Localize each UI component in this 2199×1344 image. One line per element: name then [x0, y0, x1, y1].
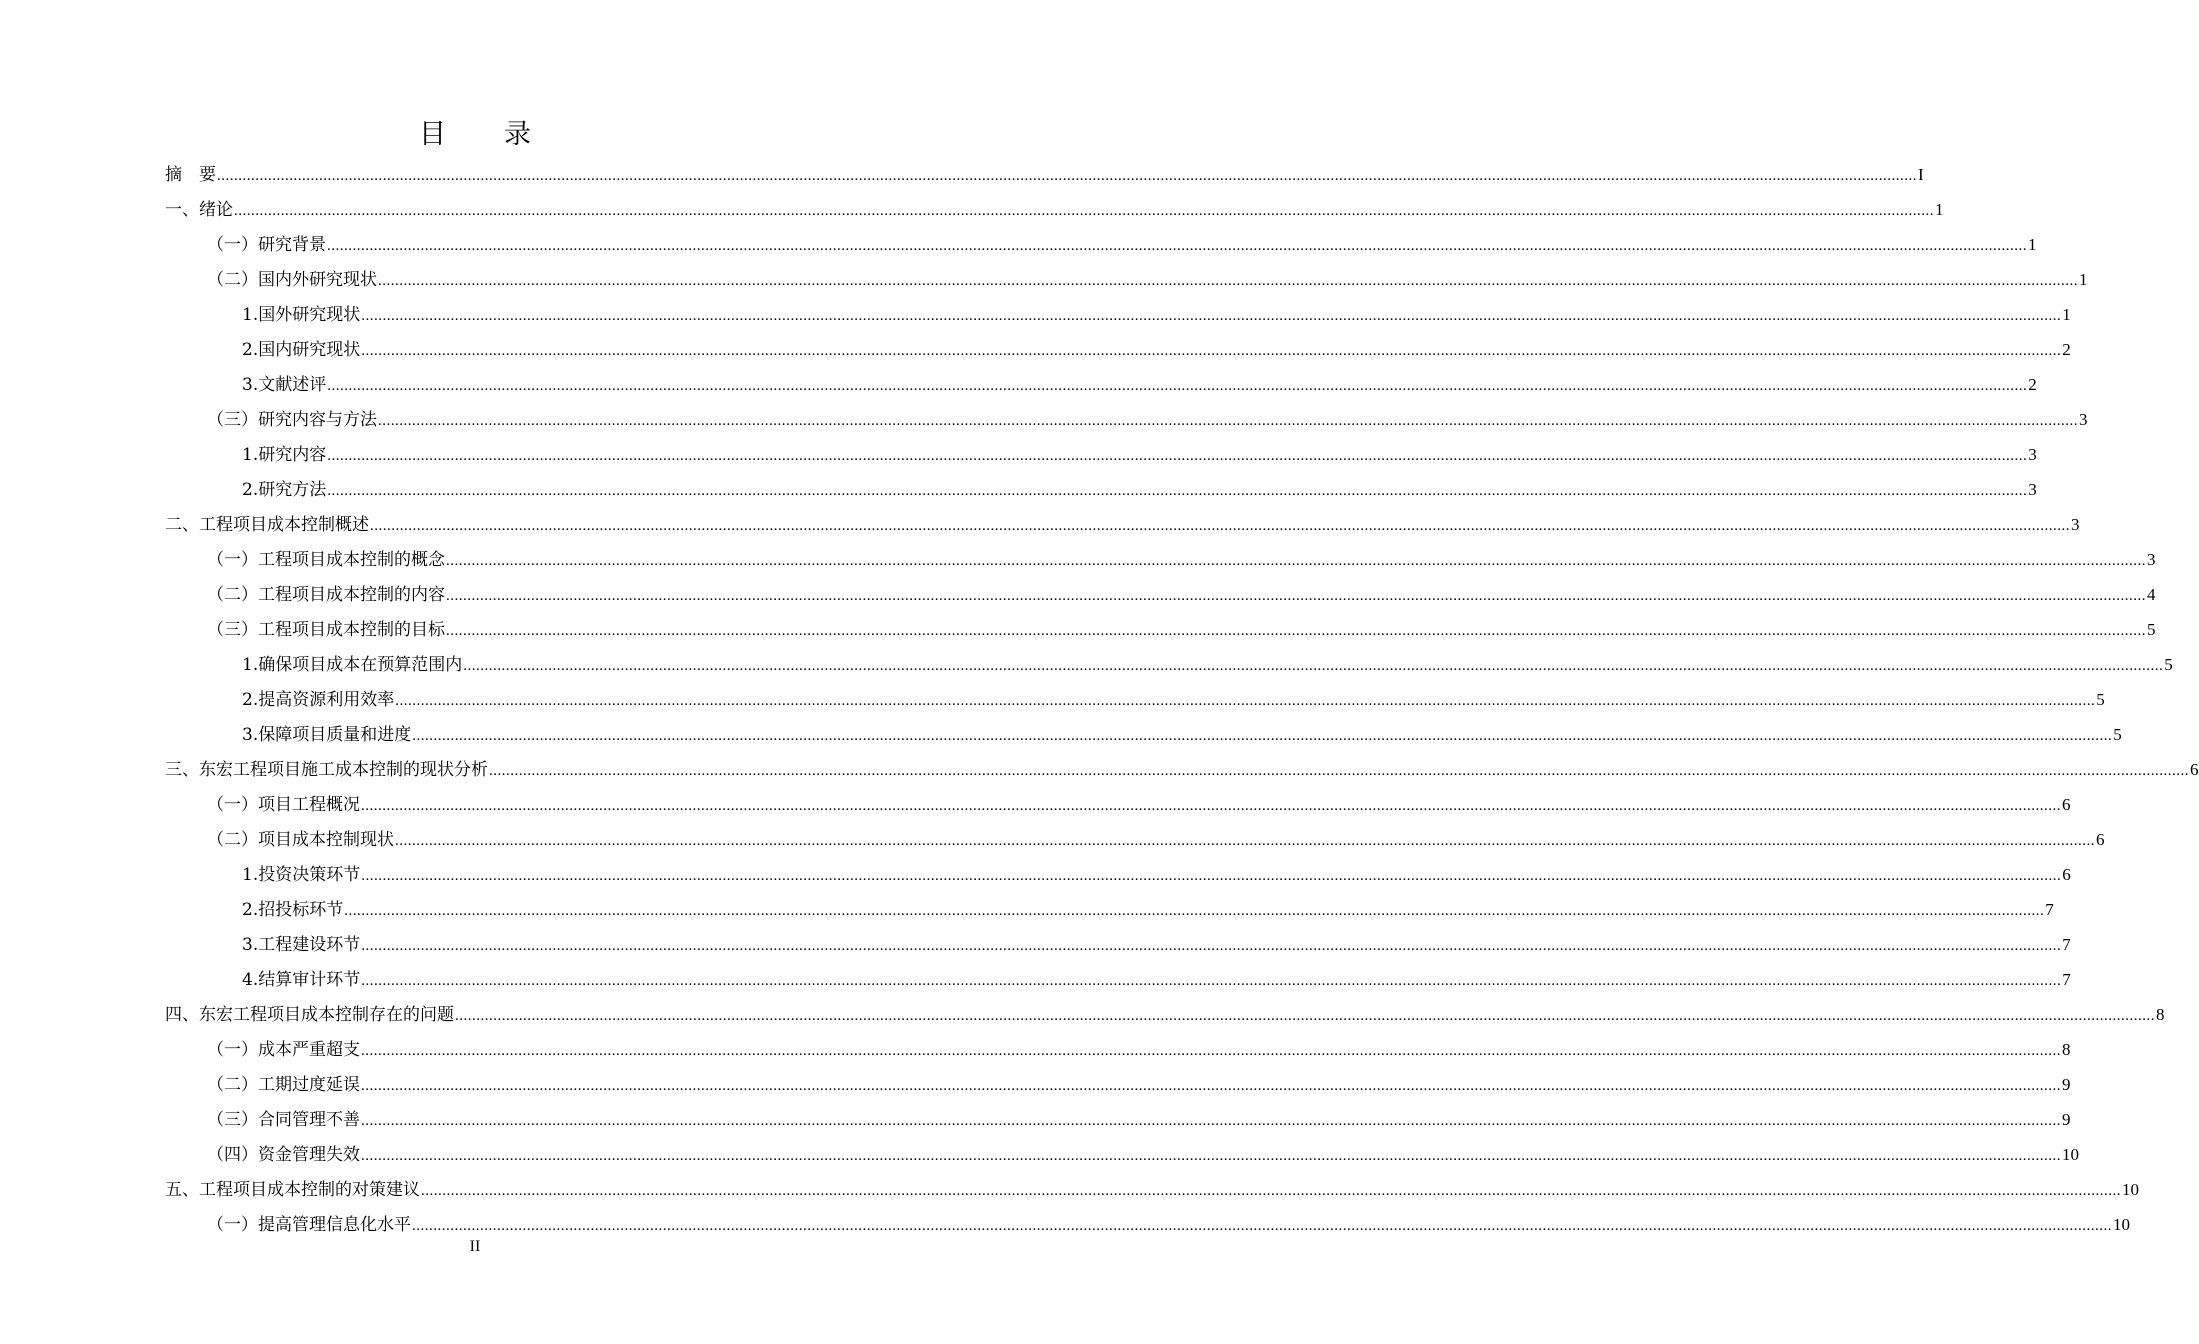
toc-entry-label: 2.提高资源利用效率: [242, 690, 395, 710]
toc-entry-label: 五、工程项目成本控制的对策建议: [165, 1180, 420, 1200]
toc-entry[interactable]: [242, 927, 2071, 962]
toc-entry-page: 9: [2062, 1110, 2071, 1129]
toc-leader-dots: ................................................................................................................................................................................................................................................................................................................................................................................................................: [361, 1043, 2061, 1059]
toc-entry-page: 3: [2147, 550, 2156, 569]
page-title: [0, 112, 950, 151]
toc-entry-label: （二）工程项目成本控制的内容: [207, 585, 445, 605]
toc-leader-dots: ................................................................................................................................................................................................................................................................................................................................................................................................................: [463, 658, 2164, 674]
page-number: II: [469, 1238, 481, 1255]
toc-entry-label: （三）合同管理不善: [207, 1110, 360, 1130]
toc-entry-label: （一）成本严重超支: [207, 1040, 360, 1060]
toc-entry[interactable]: [242, 892, 2054, 927]
toc-entry-page: 8: [2062, 1040, 2071, 1059]
toc-leader-dots: ................................................................................................................................................................................................................................................................................................................................................................................................................: [327, 378, 2028, 394]
toc-entry-page: 10: [2113, 1215, 2130, 1234]
toc-entry-label: （三）研究内容与方法: [207, 410, 377, 430]
toc-entry[interactable]: [242, 962, 2071, 997]
toc-entry-label: 3.保障项目质量和进度: [242, 725, 412, 745]
toc-leader-dots: ................................................................................................................................................................................................................................................................................................................................................................................................................: [361, 798, 2061, 814]
toc-leader-dots: ................................................................................................................................................................................................................................................................................................................................................................................................................: [344, 903, 2045, 919]
toc-entry[interactable]: [207, 787, 2071, 822]
toc-entry-page: 1: [1935, 200, 1944, 219]
toc-entry[interactable]: [207, 1102, 2071, 1137]
toc-entry-label: （二）工期过度延误: [207, 1075, 360, 1095]
toc-entry[interactable]: [207, 577, 2156, 612]
toc-entry-label: 3.文献述评: [242, 375, 327, 395]
toc-leader-dots: ................................................................................................................................................................................................................................................................................................................................................................................................................: [412, 728, 2113, 744]
toc-entry[interactable]: [165, 752, 2199, 787]
toc-entry-label: 3.工程建设环节: [242, 935, 361, 955]
toc-entry[interactable]: [242, 857, 2071, 892]
toc-entry[interactable]: [207, 1032, 2071, 1067]
toc-leader-dots: ................................................................................................................................................................................................................................................................................................................................................................................................................: [361, 308, 2062, 324]
toc-entry-page: 3: [2079, 410, 2088, 429]
toc-leader-dots: ................................................................................................................................................................................................................................................................................................................................................................................................................: [378, 273, 2078, 289]
toc-leader-dots: ................................................................................................................................................................................................................................................................................................................................................................................................................: [412, 1218, 2112, 1234]
toc-entry[interactable]: [242, 297, 2071, 332]
toc-entry-page: 7: [2062, 935, 2071, 954]
toc-entry-label: （三）工程项目成本控制的目标: [207, 620, 445, 640]
toc-entry[interactable]: [207, 542, 2156, 577]
toc-entry[interactable]: [207, 402, 2088, 437]
toc-entry-page: 9: [2062, 1075, 2071, 1094]
toc-entry-page: 3: [2028, 445, 2037, 464]
toc-entry-page: 6: [2062, 865, 2071, 884]
toc-entry-label: 四、东宏工程项目成本控制存在的问题: [165, 1005, 454, 1025]
toc-leader-dots: ................................................................................................................................................................................................................................................................................................................................................................................................................: [361, 1078, 2061, 1094]
toc-entry-page: 2: [2062, 340, 2071, 359]
toc-entry-page: 7: [2062, 970, 2071, 989]
toc-entry-page: 10: [2062, 1145, 2079, 1164]
toc-entry-label: （二）项目成本控制现状: [207, 830, 394, 850]
toc-entry-page: 6: [2190, 760, 2199, 779]
toc-entry[interactable]: [207, 822, 2105, 857]
toc-entry-label: 三、东宏工程项目施工成本控制的现状分析: [165, 760, 488, 780]
toc-entry-label: 1.确保项目成本在预算范围内: [242, 655, 463, 675]
toc-entry-label: 一、绪论: [165, 200, 233, 220]
toc-leader-dots: ................................................................................................................................................................................................................................................................................................................................................................................................................: [370, 518, 2070, 534]
toc-entry[interactable]: [207, 612, 2156, 647]
toc-entry-label: 1.研究内容: [242, 445, 327, 465]
toc-entry[interactable]: [242, 332, 2071, 367]
toc-entry-page: 3: [2071, 515, 2080, 534]
title-char-1: 目: [419, 119, 446, 150]
toc-leader-dots: ................................................................................................................................................................................................................................................................................................................................................................................................................: [446, 623, 2146, 639]
toc-entry[interactable]: [165, 192, 1944, 227]
toc-leader-dots: ................................................................................................................................................................................................................................................................................................................................................................................................................: [361, 938, 2062, 954]
toc-entry[interactable]: [242, 647, 2173, 682]
toc-entry-page: 2: [2028, 375, 2037, 394]
toc-entry-label: （一）提高管理信息化水平: [207, 1215, 411, 1235]
toc-leader-dots: ................................................................................................................................................................................................................................................................................................................................................................................................................: [395, 693, 2096, 709]
toc-leader-dots: ................................................................................................................................................................................................................................................................................................................................................................................................................: [327, 448, 2028, 464]
toc-entry[interactable]: [207, 1137, 2079, 1172]
toc-entry-page: 5: [2096, 690, 2105, 709]
toc-entry-page: 4: [2147, 585, 2156, 604]
toc-leader-dots: ................................................................................................................................................................................................................................................................................................................................................................................................................: [446, 588, 2146, 604]
toc-entry[interactable]: [207, 1207, 2130, 1242]
toc-leader-dots: ................................................................................................................................................................................................................................................................................................................................................................................................................: [395, 833, 2095, 849]
toc-entry-page: 6: [2062, 795, 2071, 814]
toc-entry[interactable]: [242, 717, 2122, 752]
toc-entry-page: 1: [2028, 235, 2037, 254]
toc-leader-dots: ................................................................................................................................................................................................................................................................................................................................................................................................................: [455, 1008, 2155, 1024]
toc-entry-label: 2.招投标环节: [242, 900, 344, 920]
toc-entry-label: （一）工程项目成本控制的概念: [207, 550, 445, 570]
toc-entry[interactable]: [242, 437, 2037, 472]
toc-leader-dots: ................................................................................................................................................................................................................................................................................................................................................................................................................: [378, 413, 2078, 429]
toc-entry-page: 1: [2079, 270, 2088, 289]
toc-leader-dots: ................................................................................................................................................................................................................................................................................................................................................................................................................: [327, 238, 2027, 254]
toc-leader-dots: ................................................................................................................................................................................................................................................................................................................................................................................................................: [361, 973, 2062, 989]
toc-entry[interactable]: [165, 507, 2080, 542]
toc-leader-dots: ................................................................................................................................................................................................................................................................................................................................................................................................................: [327, 483, 2028, 499]
toc-leader-dots: ................................................................................................................................................................................................................................................................................................................................................................................................................: [217, 168, 1917, 184]
toc-entry[interactable]: [207, 262, 2088, 297]
toc-entry-label: 二、工程项目成本控制概述: [165, 515, 369, 535]
toc-entry-label: （四）资金管理失效: [207, 1145, 360, 1165]
toc-entry-label: 4.结算审计环节: [242, 970, 361, 990]
toc-entry-page: 1: [2062, 305, 2071, 324]
toc-entry[interactable]: [165, 157, 1924, 192]
toc-entry[interactable]: [242, 682, 2105, 717]
toc-leader-dots: ................................................................................................................................................................................................................................................................................................................................................................................................................: [361, 868, 2062, 884]
toc-entry-page: 6: [2096, 830, 2105, 849]
toc-entry-page: 7: [2045, 900, 2054, 919]
toc-entry[interactable]: [165, 997, 2165, 1032]
title-char-2: 录: [504, 119, 531, 150]
toc-leader-dots: ................................................................................................................................................................................................................................................................................................................................................................................................................: [234, 203, 1934, 219]
toc-entry-page: 3: [2028, 480, 2037, 499]
toc-entry-label: （一）项目工程概况: [207, 795, 360, 815]
toc-entry-page: 5: [2147, 620, 2156, 639]
toc-entry-label: 1.投资决策环节: [242, 865, 361, 885]
toc-entry-label: 2.研究方法: [242, 480, 327, 500]
toc-entry[interactable]: [207, 1067, 2071, 1102]
toc-entry-label: 2.国内研究现状: [242, 340, 361, 360]
toc-leader-dots: ................................................................................................................................................................................................................................................................................................................................................................................................................: [446, 553, 2146, 569]
toc-leader-dots: ................................................................................................................................................................................................................................................................................................................................................................................................................: [361, 1148, 2061, 1164]
toc-entry[interactable]: [207, 227, 2037, 262]
toc-entry-page: I: [1918, 165, 1924, 184]
toc-leader-dots: ................................................................................................................................................................................................................................................................................................................................................................................................................: [361, 343, 2062, 359]
toc-entry[interactable]: [242, 472, 2037, 507]
toc-entry[interactable]: [165, 1172, 2139, 1207]
toc-leader-dots: ................................................................................................................................................................................................................................................................................................................................................................................................................: [421, 1183, 2121, 1199]
toc-entry-page: 5: [2113, 725, 2122, 744]
toc-leader-dots: ................................................................................................................................................................................................................................................................................................................................................................................................................: [489, 763, 2189, 779]
toc-entry-page: 10: [2122, 1180, 2139, 1199]
toc-entry[interactable]: [242, 367, 2037, 402]
toc-entry-label: （二）国内外研究现状: [207, 270, 377, 290]
toc-entry-label: （一）研究背景: [207, 235, 326, 255]
toc-entry-label: 1.国外研究现状: [242, 305, 361, 325]
toc-entry-page: 5: [2164, 655, 2173, 674]
toc-entry-page: 8: [2156, 1005, 2165, 1024]
toc-leader-dots: ................................................................................................................................................................................................................................................................................................................................................................................................................: [361, 1113, 2061, 1129]
toc-entry-label: 摘 要: [165, 165, 216, 185]
